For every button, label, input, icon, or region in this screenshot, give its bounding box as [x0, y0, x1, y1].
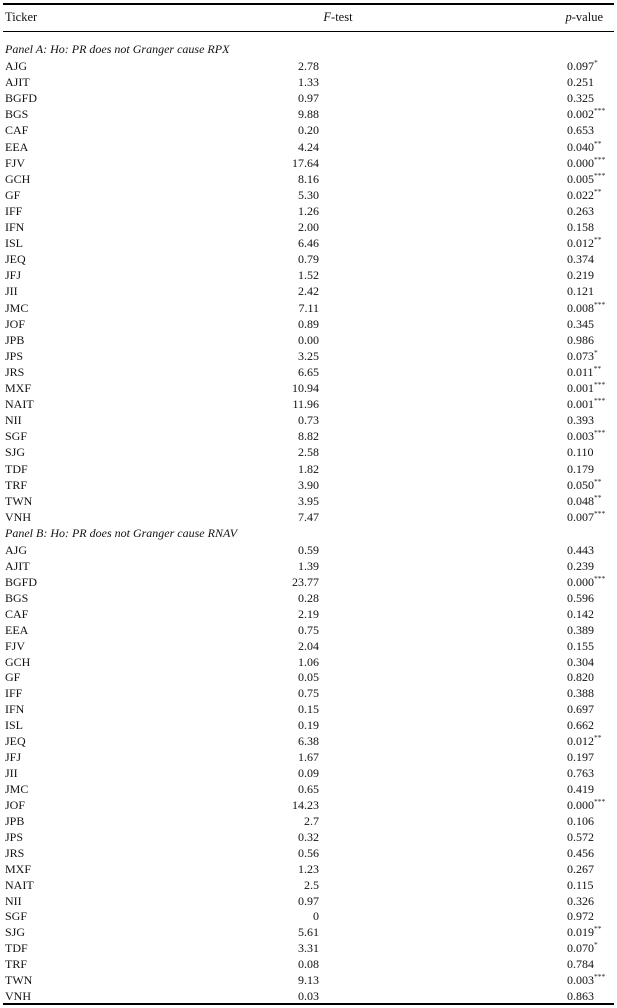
pvalue-cell: 0.596: [567, 590, 594, 605]
pvalue-cell: 0.001***: [567, 396, 606, 412]
table-row: [0, 252, 617, 268]
ftest-cell: 0.00: [298, 332, 319, 347]
pvalue-cell: 0.002***: [567, 106, 606, 122]
ftest-cell: 6.46: [298, 236, 319, 251]
table-row: [0, 607, 617, 623]
ftest-cell: 6.38: [298, 734, 319, 749]
ftest-cell: 0.75: [298, 686, 319, 701]
ftest-cell: 1.33: [298, 75, 319, 90]
ticker-cell: TDF: [5, 461, 28, 476]
table-row: [0, 268, 617, 284]
ftest-cell: 0.08: [298, 957, 319, 972]
table-row: [0, 188, 617, 204]
table-row: [0, 75, 617, 91]
table-row: [0, 702, 617, 718]
pvalue-cell: 0.456: [567, 845, 594, 860]
pvalue-cell: 0.073*: [567, 347, 598, 363]
table-row: [0, 91, 617, 107]
ftest-cell: 5.61: [298, 925, 319, 940]
ticker-cell: FJV: [5, 638, 26, 653]
ticker-cell: VNH: [5, 509, 31, 524]
ticker-cell: JPS: [5, 348, 24, 363]
ticker-cell: SGF: [5, 909, 28, 924]
pvalue-cell: 0.325: [567, 91, 594, 106]
table-row: [0, 333, 617, 349]
significance-marker: ***: [594, 396, 606, 406]
pvalue-cell: 0.019**: [567, 924, 602, 940]
pvalue-cell: 0.304: [567, 654, 594, 669]
ticker-cell: JEQ: [5, 252, 26, 267]
pvalue-cell: 0.179: [567, 461, 594, 476]
table-row: [0, 814, 617, 830]
ftest-cell: 0.59: [298, 543, 319, 557]
ticker-cell: MXF: [5, 381, 32, 395]
pvalue-cell: 0.121: [567, 284, 594, 299]
ticker-cell: SJG: [5, 445, 26, 460]
table-row: [0, 413, 617, 429]
ticker-cell: CAF: [5, 606, 29, 621]
ftest-cell: 1.67: [298, 750, 319, 765]
pvalue-cell: 0.040**: [567, 138, 602, 154]
ticker-cell: JPB: [5, 813, 25, 828]
significance-marker: **: [594, 138, 602, 148]
pvalue-cell: 0.000***: [567, 154, 606, 170]
ftest-cell: 10.94: [292, 381, 319, 395]
ticker-cell: AJG: [5, 59, 28, 73]
ticker-cell: BGFD: [5, 91, 38, 106]
pvalue-cell: 0.572: [567, 829, 594, 844]
ticker-cell: IFF: [5, 686, 23, 701]
ticker-cell: CAF: [5, 123, 29, 138]
ftest-cell: 14.23: [292, 797, 319, 812]
column-header-ftest: F-test: [323, 10, 353, 24]
ticker-cell: JRS: [5, 364, 25, 379]
pvalue-cell: 0.048**: [567, 492, 602, 508]
significance-marker: ***: [594, 380, 606, 389]
pvalue-cell: 0.374: [567, 252, 594, 267]
table-row: [0, 925, 617, 941]
table-row: [0, 494, 617, 510]
pvalue-cell: 0.001***: [567, 380, 606, 395]
ticker-cell: BGS: [5, 107, 29, 122]
ticker-cell: NII: [5, 413, 22, 428]
pvalue-cell: 0.070*: [567, 940, 598, 956]
pvalue-cell: 0.097*: [567, 58, 598, 73]
table-row: [0, 718, 617, 734]
ticker-cell: TRF: [5, 477, 28, 492]
table-bottom-rule: [3, 1003, 614, 1005]
table-row: [0, 830, 617, 846]
table-row: [0, 878, 617, 894]
ftest-cell: 0.28: [298, 590, 319, 605]
ftest-cell: 2.04: [298, 638, 319, 653]
pvalue-cell: 0.000***: [567, 573, 606, 589]
header-rule: [3, 31, 614, 32]
ftest-cell: 0.03: [298, 989, 319, 1003]
table-row: [0, 639, 617, 655]
ftest-cell: 0.19: [298, 718, 319, 733]
ticker-cell: SJG: [5, 925, 26, 940]
table-row: [0, 957, 617, 973]
ftest-cell: 1.39: [298, 558, 319, 573]
pvalue-cell: 0.263: [567, 203, 594, 218]
table-row: [0, 909, 617, 925]
table-row: [0, 107, 617, 123]
table-row: [0, 317, 617, 333]
pvalue-cell: 0.007***: [567, 508, 606, 524]
table-row: [0, 686, 617, 702]
table-row: [0, 123, 617, 139]
pvalue-cell: 0.003***: [567, 972, 606, 988]
ftest-cell: 8.16: [298, 171, 319, 186]
pvalue-cell: 0.267: [567, 861, 594, 876]
table-row: [0, 59, 617, 75]
table-row: [0, 543, 617, 559]
ftest-cell: 0.89: [298, 316, 319, 331]
table-row: [0, 973, 617, 989]
pvalue-cell: 0.012**: [567, 733, 602, 749]
ftest-cell: 0.20: [298, 123, 319, 138]
ticker-cell: IFN: [5, 702, 25, 717]
significance-marker: **: [594, 492, 602, 502]
table-row: [0, 429, 617, 445]
ticker-cell: JEQ: [5, 734, 26, 749]
table-row: [0, 782, 617, 798]
pvalue-cell: 0.142: [567, 606, 594, 621]
ftest-cell: 2.00: [298, 220, 319, 234]
table-row: [0, 172, 617, 188]
ticker-cell: IFF: [5, 203, 23, 218]
ticker-cell: AJIT: [5, 75, 30, 90]
ticker-cell: MXF: [5, 861, 32, 876]
ftest-cell: 0.97: [298, 893, 319, 908]
ftest-cell: 3.25: [298, 348, 319, 363]
ftest-cell: 0.73: [298, 413, 319, 428]
ftest-cell: 1.82: [298, 461, 319, 476]
ftest-cell: 2.78: [298, 59, 319, 73]
ticker-cell: EEA: [5, 622, 29, 637]
ticker-cell: SGF: [5, 429, 28, 444]
column-header-pvalue: p-value: [565, 10, 603, 24]
table-row: [0, 510, 617, 526]
table-row: [0, 284, 617, 300]
ftest-cell: 0: [313, 909, 319, 924]
table-row: [0, 365, 617, 381]
ftest-cell: 7.47: [298, 509, 319, 524]
ticker-cell: ISL: [5, 236, 23, 251]
pvalue-cell: 0.011**: [567, 363, 602, 379]
pvalue-cell: 0.326: [567, 893, 594, 908]
table-row: [0, 591, 617, 607]
pvalue-cell: 0.697: [567, 702, 594, 717]
pvalue-cell: 0.106: [567, 813, 594, 828]
significance-marker: ***: [594, 154, 606, 164]
ticker-cell: TWN: [5, 973, 33, 988]
pvalue-cell: 0.239: [567, 558, 594, 573]
ticker-cell: NAIT: [5, 397, 34, 412]
ftest-cell: 2.7: [304, 813, 319, 828]
pvalue-cell: 0.197: [567, 750, 594, 765]
ftest-cell: 2.42: [298, 284, 319, 299]
ftest-cell: 4.24: [298, 139, 319, 154]
ftest-cell: 2.19: [298, 606, 319, 621]
ticker-cell: GF: [5, 670, 21, 685]
ticker-cell: JMC: [5, 782, 29, 796]
significance-marker: **: [594, 235, 602, 245]
pvalue-cell: 0.110: [567, 445, 594, 460]
significance-marker: **: [594, 733, 602, 743]
ticker-cell: JRS: [5, 845, 25, 860]
pvalue-cell: 0.653: [567, 123, 594, 138]
table-top-rule: [3, 3, 614, 5]
ticker-cell: JFJ: [5, 750, 22, 765]
significance-marker: ***: [594, 573, 606, 583]
ticker-cell: JOF: [5, 316, 26, 331]
ticker-cell: GCH: [5, 171, 31, 186]
table-row: [0, 766, 617, 782]
table-row: [0, 140, 617, 156]
table-row: [0, 349, 617, 365]
ticker-cell: AJIT: [5, 558, 30, 573]
ftest-cell: 8.82: [298, 429, 319, 444]
significance-marker: *: [594, 347, 598, 357]
ftest-cell: 0.15: [298, 702, 319, 717]
table-row: [0, 478, 617, 494]
ftest-cell: 9.88: [298, 107, 319, 122]
pvalue-cell: 0.012**: [567, 235, 602, 251]
significance-marker: ***: [594, 972, 606, 982]
ftest-cell: 9.13: [298, 973, 319, 988]
pvalue-cell: 0.393: [567, 413, 594, 428]
ftest-cell: 0.79: [298, 252, 319, 267]
table-row: [0, 462, 617, 478]
ftest-cell: 17.64: [292, 155, 319, 170]
table-row: [0, 846, 617, 862]
pvalue-cell: 0.345: [567, 316, 594, 331]
ftest-cell: 11.96: [292, 397, 319, 412]
pvalue-cell: 0.251: [567, 75, 594, 90]
table-row: [0, 236, 617, 252]
ticker-cell: TWN: [5, 493, 33, 508]
ticker-cell: JMC: [5, 300, 29, 315]
ftest-cell: 1.26: [298, 203, 319, 218]
pvalue-cell: 0.388: [567, 686, 594, 701]
pvalue-cell: 0.419: [567, 782, 594, 796]
pvalue-cell: 0.972: [567, 909, 594, 924]
pvalue-cell: 0.050**: [567, 476, 602, 492]
table-row: [0, 655, 617, 671]
ftest-cell: 0.09: [298, 766, 319, 780]
ftest-cell: 3.90: [298, 477, 319, 492]
table-row: [0, 220, 617, 236]
significance-marker: ***: [594, 106, 606, 116]
significance-marker: **: [594, 476, 602, 486]
ftest-cell: 6.65: [298, 364, 319, 379]
ticker-cell: EEA: [5, 139, 29, 154]
significance-marker: ***: [594, 299, 606, 309]
pvalue-cell: 0.155: [567, 638, 594, 653]
panel-b-title: Panel B: Ho: PR does not Granger cause RNAV: [5, 526, 238, 540]
table-row: [0, 670, 617, 686]
table-row: [0, 445, 617, 461]
pvalue-cell: 0.003***: [567, 428, 606, 444]
ftest-cell: 23.77: [292, 574, 319, 589]
ticker-cell: ISL: [5, 718, 23, 733]
ticker-cell: GCH: [5, 654, 31, 669]
significance-marker: **: [594, 186, 602, 196]
pvalue-cell: 0.820: [567, 670, 594, 685]
ftest-cell: 0.65: [298, 782, 319, 796]
ticker-cell: JPS: [5, 829, 24, 844]
table-row: [0, 734, 617, 750]
pvalue-cell: 0.784: [567, 957, 594, 972]
pvalue-cell: 0.443: [567, 543, 594, 557]
pvalue-cell: 0.219: [567, 268, 594, 283]
table-row: [0, 575, 617, 591]
panel-a-title: Panel A: Ho: PR does not Granger cause RPX: [5, 42, 230, 56]
ticker-cell: JII: [5, 284, 18, 299]
ticker-cell: AJG: [5, 543, 28, 557]
ticker-cell: TRF: [5, 957, 28, 972]
table-row: [0, 559, 617, 575]
table-row: [0, 204, 617, 220]
pvalue-cell: 0.000***: [567, 796, 606, 812]
ticker-cell: IFN: [5, 220, 25, 234]
pvalue-cell: 0.022**: [567, 186, 602, 202]
significance-marker: ***: [594, 170, 606, 180]
table-row: [0, 397, 617, 413]
pvalue-cell: 0.863: [567, 989, 594, 1003]
ticker-cell: GF: [5, 187, 21, 202]
table-row: [0, 750, 617, 766]
pvalue-cell: 0.158: [567, 220, 594, 234]
ticker-cell: BGFD: [5, 574, 38, 589]
pvalue-italic-p: p: [565, 10, 572, 24]
pvalue-cell: 0.005***: [567, 170, 606, 186]
significance-marker: *: [594, 940, 598, 950]
ftest-italic-f: F: [323, 10, 332, 24]
ftest-cell: 3.95: [298, 493, 319, 508]
ftest-cell: 2.5: [304, 877, 319, 892]
ftest-cell: 0.75: [298, 622, 319, 637]
table-row: [0, 381, 617, 397]
significance-marker: ***: [594, 508, 606, 518]
pvalue-cell: 0.389: [567, 622, 594, 637]
ftest-cell: 0.56: [298, 845, 319, 860]
ticker-cell: FJV: [5, 155, 26, 170]
table-row: [0, 301, 617, 317]
table-row: [0, 156, 617, 172]
ftest-cell: 0.97: [298, 91, 319, 106]
ticker-cell: VNH: [5, 989, 31, 1003]
significance-marker: ***: [594, 796, 606, 806]
ftest-cell: 1.23: [298, 861, 319, 876]
pvalue-cell: 0.763: [567, 766, 594, 780]
ftest-cell: 2.58: [298, 445, 319, 460]
table-row: [0, 623, 617, 639]
pvalue-cell: 0.008***: [567, 299, 606, 315]
ftest-cell: 0.05: [298, 670, 319, 685]
table-row: [0, 862, 617, 878]
ftest-cell: 1.52: [298, 268, 319, 283]
pvalue-cell: 0.115: [567, 877, 594, 892]
pvalue-cell: 0.986: [567, 332, 594, 347]
table-row: [0, 798, 617, 814]
ticker-cell: BGS: [5, 590, 29, 605]
ticker-cell: JII: [5, 766, 18, 780]
ticker-cell: NII: [5, 893, 22, 908]
ticker-cell: JOF: [5, 797, 26, 812]
ftest-cell: 3.31: [298, 941, 319, 956]
pvalue-cell: 0.662: [567, 718, 594, 733]
significance-marker: **: [593, 363, 602, 373]
column-header-ticker: Ticker: [5, 10, 38, 24]
ticker-cell: JPB: [5, 332, 25, 347]
significance-marker: **: [594, 924, 602, 934]
table-row: [0, 894, 617, 910]
significance-marker: ***: [594, 428, 606, 438]
ticker-cell: NAIT: [5, 877, 34, 892]
ftest-cell: 5.30: [298, 187, 319, 202]
ftest-cell: 7.11: [298, 300, 319, 315]
ticker-cell: JFJ: [5, 268, 22, 283]
ftest-cell: 0.32: [298, 829, 319, 844]
table-row: [0, 941, 617, 957]
ticker-cell: TDF: [5, 941, 28, 956]
ftest-cell: 1.06: [298, 654, 319, 669]
significance-marker: *: [594, 58, 598, 67]
